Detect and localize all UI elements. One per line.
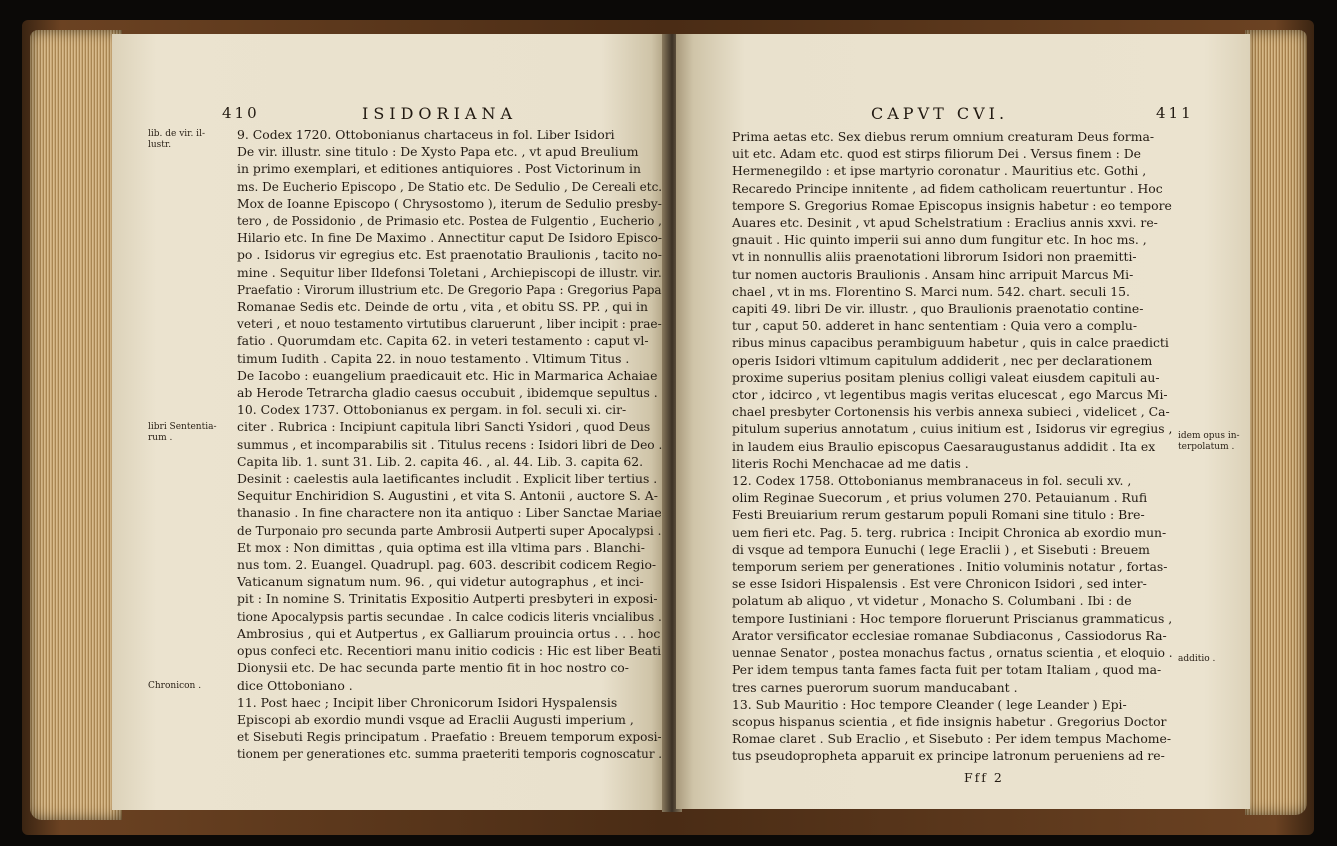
- text-line: tempore Iustiniani : Hoc tempore floruerunt Priscianus grammaticus ,: [732, 610, 1173, 626]
- text-line: literis Rochi Menchacae ad me datis .: [732, 455, 969, 471]
- text-line: opus confeci etc. Recentiori manu initio codicis : Hic est liber Beati: [237, 643, 662, 659]
- text-line: temporum seriem per generationes . Initio voluminis notatur , fortas-: [732, 559, 1168, 575]
- text-line: po . Isidorus vir egregius etc. Est praenotatio Braulionis , tacito no-: [237, 247, 662, 263]
- text-line: ms. De Eucherio Episcopo , De Statio etc. De Sedulio , De Cereali etc.: [237, 178, 663, 194]
- text-line: ctor , idcirco , vt legentibus magis veritas elucescat , ego Marcus Mi-: [732, 387, 1168, 403]
- text-line: Vaticanum signatum num. 96. , qui videtur autographus , et inci-: [237, 574, 644, 590]
- text-line: Arator versificator ecclesiae romanae Subdiaconus , Cassiodorus Ra-: [732, 627, 1167, 643]
- text-line: de Turponaio pro secunda parte Ambrosii Autperti super Apocalypsi .: [237, 522, 662, 538]
- left-running-head: ISIDORIANA: [362, 104, 518, 123]
- right-page-body: [732, 128, 1172, 765]
- text-line: tur , caput 50. adderet in hanc sententiam : Quia vero a complu-: [732, 318, 1138, 334]
- text-line: 11. Post haec ; Incipit liber Chronicorum Isidori Hyspalensis: [237, 694, 618, 710]
- text-line: Romanae Sedis etc. Deinde de ortu , vita , et obitu SS. PP. , qui in: [237, 299, 648, 315]
- text-line: tionem per generationes etc. summa praeteriti temporis cognoscatur .: [237, 746, 663, 762]
- right-page-number: 411: [1156, 104, 1194, 122]
- signature-mark: Fff 2: [964, 770, 1004, 785]
- text-line: Per idem tempus tanta fames facta fuit per totam Italiam , quod ma-: [732, 662, 1162, 678]
- text-line: tero , de Possidonio , de Primasio etc. Postea de Fulgentio , Eucherio ,: [237, 213, 662, 229]
- text-line: tione Apocalypsis partis secundae . In calce codicis literis vncialibus .: [237, 608, 662, 624]
- text-line: uit etc. Adam etc. quod est stirps filiorum Dei . Versus finem : De: [732, 146, 1142, 162]
- text-line: uem fieri etc. Pag. 5. terg. rubrica : Incipit Chronica ab exordio mun-: [732, 524, 1167, 540]
- text-line: in laudem eius Braulio episcopus Caesaraugustanus addidit . Ita ex: [732, 438, 1156, 454]
- text-line: tur nomen auctoris Braulionis . Ansam hinc arripuit Marcus Mi-: [732, 266, 1134, 282]
- text-line: gnauit . Hic quinto imperii sui anno dum fungitur etc. In hoc ms. ,: [732, 232, 1147, 248]
- text-line: Ambrosius , qui et Autpertus , ex Galliarum prouincia ortus . . . hoc: [237, 625, 661, 641]
- text-line: Auares etc. Desinit , vt apud Schelstratium : Eraclius annis xxvi. re-: [732, 215, 1158, 231]
- text-line: ab Herode Tetrarcha gladio caesus occubuit , ibidemque sepultus .: [237, 385, 658, 401]
- text-line: 9. Codex 1720. Ottobonianus chartaceus in fol. Liber Isidori: [237, 127, 615, 142]
- text-line: Recaredo Principe innitente , ad fidem catholicam reuertuntur . Hoc: [732, 180, 1163, 196]
- text-line: chael presbyter Cortonensis his verbis annexa subieci , videlicet , Ca-: [732, 404, 1170, 420]
- text-line: 12. Codex 1758. Ottobonianus membranaceus in fol. seculi xv. ,: [732, 473, 1132, 489]
- text-line: Romae claret . Sub Eraclio , et Sisebuto : Per idem tempus Machome-: [732, 731, 1172, 747]
- text-line: Hermenegildo : et ipse martyrio coronatur . Mauritius etc. Gothi ,: [732, 163, 1147, 179]
- text-line: et Sisebuti Regis principatum . Praefatio : Breuem temporum exposi-: [237, 729, 662, 745]
- text-line: Capita lib. 1. sunt 31. Lib. 2. capita 46. , al. 44. Lib. 3. capita 62.: [237, 453, 644, 469]
- text-line: 10. Codex 1737. Ottobonianus ex pergam. in fol. seculi xi. cir-: [237, 402, 627, 418]
- text-line: pit : In nomine S. Trinitatis Expositio Autperti presbyteri in exposi-: [237, 591, 658, 607]
- text-line: ribus minus capacibus perambiguum habetur , quis in calce praedicti: [732, 335, 1169, 351]
- left-page-number: 410: [222, 104, 260, 122]
- text-line: thanasio . In fine charactere non ita antiquo : Liber Sanctae Mariae: [237, 505, 662, 521]
- text-line: Praefatio : Virorum illustrium etc. De Gregorio Papa : Gregorius Papa: [237, 281, 662, 297]
- text-line: chael , vt in ms. Florentino S. Marci num. 542. chart. seculi 15.: [732, 283, 1130, 299]
- text-line: dice Ottoboniano .: [237, 677, 353, 693]
- text-line: pitulum superius annotatum , cuius initium est , Isidorus vir egregius ,: [732, 421, 1173, 437]
- text-line: Sequitur Enchiridion S. Augustini , et vita S. Antonii , auctore S. A-: [237, 488, 658, 504]
- left-page-edges: [30, 30, 122, 820]
- text-line: tus pseudopropheta apparuit ex principe latronum perueniens ad re-: [732, 748, 1165, 764]
- text-line: di vsque ad tempora Eunuchi ( lege Eraclii ) , et Sisebuti : Breuem: [732, 541, 1150, 557]
- text-line: olim Reginae Suecorum , et prius volumen 270. Petauianum . Rufi: [732, 490, 1148, 506]
- right-page-edges: [1245, 30, 1307, 815]
- text-line: Mox de Ioanne Episcopo ( Chrysostomo ), iterum de Sedulio presby-: [237, 195, 662, 211]
- text-line: De Iacobo : euangelium praedicauit etc. Hic in Marmarica Achaiae: [237, 367, 658, 383]
- text-line: timum Iudith . Capita 22. in nouo testamento . Vltimum Titus .: [237, 350, 630, 366]
- text-line: summus , et incomparabilis sit . Titulus recens : Isidori libri de Deo .: [237, 436, 663, 452]
- text-line: vt in nonnullis aliis praenotationi librorum Isidori non praemitti-: [732, 249, 1137, 265]
- text-line: uennae Senator , postea monachus factus , ornatus scientia , et eloquio .: [732, 645, 1173, 661]
- text-line: Dionysii etc. De hac secunda parte mentio fit in hoc nostro co-: [237, 660, 629, 676]
- text-line: Et mox : Non dimittas , quia optima est illa vltima pars . Blanchi-: [237, 539, 645, 555]
- text-line: veteri , et nouo testamento virtutibus claruerunt , liber incipit : prae-: [237, 316, 662, 332]
- text-line: polatum ab aliquo , vt videtur , Monacho S. Columbani . Ibi : de: [732, 593, 1132, 609]
- margin-note-chronicon: Chronicon .: [148, 681, 202, 691]
- margin-note-de-vir-illustr: lib. de vir. il- lustr.: [148, 129, 205, 150]
- text-line: Desinit : caelestis aula laetificantes includit . Explicit liber tertius .: [237, 471, 658, 487]
- text-line: tres carnes puerorum suorum manducabant .: [732, 679, 1018, 695]
- text-line: mine . Sequitur liber Ildefonsi Toletani , Archiepiscopi de illustr. vir.: [237, 264, 662, 280]
- text-line: se esse Isidori Hispalensis . Est vere Chronicon Isidori , sed inter-: [732, 576, 1147, 592]
- text-line: in primo exemplari, et editiones antiquiores . Post Victorinum in: [237, 161, 641, 177]
- text-line: proxime superius positam plenius colligi valeat eiusdem capituli au-: [732, 369, 1160, 385]
- margin-note-additio: additio .: [1178, 654, 1216, 664]
- right-running-head: CAPVT CVI.: [871, 104, 1009, 123]
- text-line: Prima aetas etc. Sex diebus rerum omnium creaturam Deus forma-: [732, 129, 1155, 144]
- text-line: capiti 49. libri De vir. illustr. , quo Braulionis praenotatio contine-: [732, 301, 1144, 317]
- right-page: [676, 34, 1250, 809]
- left-page-body: [237, 126, 662, 763]
- text-line: fatio . Quorumdam etc. Capita 62. in veteri testamento : caput vl-: [237, 333, 649, 349]
- text-line: Episcopi ab exordio mundi vsque ad Eraclii Augusti imperium ,: [237, 711, 634, 727]
- text-line: scopus hispanus scientia , et fide insignis habetur . Gregorius Doctor: [732, 713, 1167, 729]
- text-line: tempore S. Gregorius Romae Episcopus insignis habetur : eo tempore: [732, 197, 1172, 213]
- text-line: nus tom. 2. Euangel. Quadrupl. pag. 603. describit codicem Regio-: [237, 557, 657, 573]
- margin-note-sententiarum: libri Sententia- rum .: [148, 422, 217, 443]
- text-line: Hilario etc. In fine De Maximo . Annectitur caput De Isidoro Episco-: [237, 230, 663, 246]
- text-line: operis Isidori vltimum capitulum addiderit , nec per declarationem: [732, 352, 1153, 368]
- text-line: Festi Breuiarium rerum gestarum populi Romani sine titulo : Bre-: [732, 507, 1145, 523]
- text-line: De vir. illustr. sine titulo : De Xysto Papa etc. , vt apud Breulium: [237, 144, 639, 160]
- margin-note-interpolatum: idem opus in- terpolatum .: [1178, 431, 1240, 452]
- left-page: [112, 34, 668, 810]
- text-line: 13. Sub Mauritio : Hoc tempore Cleander ( lege Leander ) Epi-: [732, 696, 1127, 712]
- text-line: citer . Rubrica : Incipiunt capitula libri Sancti Ysidori , quod Deus: [237, 419, 651, 435]
